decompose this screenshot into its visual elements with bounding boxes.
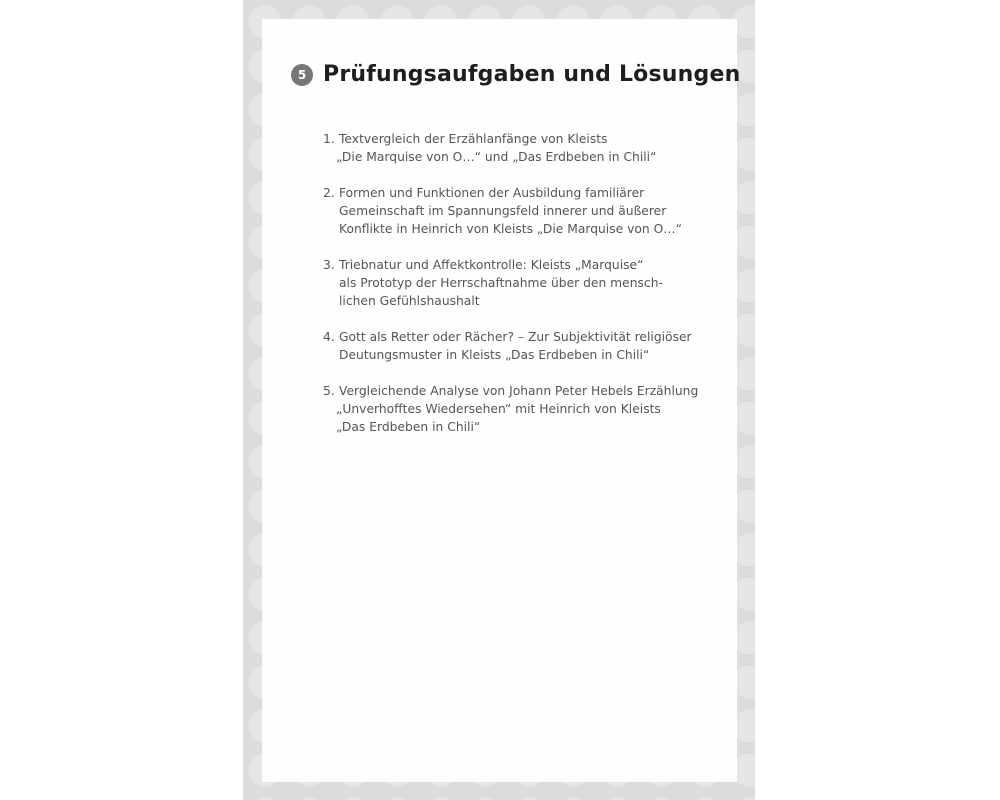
- item-text-line: Vergleichende Analyse von Johann Peter Hebels Erzählung: [339, 384, 699, 398]
- item-number: 2.: [323, 186, 335, 200]
- list-item: [323, 256, 723, 310]
- item-text-line: Deutungsmuster in Kleists „Das Erdbeben in Chili“: [339, 348, 650, 362]
- chapter-heading: [291, 62, 740, 87]
- item-text-line: lichen Gefühlshaushalt: [339, 294, 480, 308]
- item-text-line: Triebnatur und Affektkontrolle: Kleists „Marquise“: [339, 258, 644, 272]
- list-item: [323, 184, 723, 238]
- item-text-line: „Unverhofftes Wiedersehen“ mit Heinrich von Kleists: [336, 402, 661, 416]
- item-text-line: Konflikte in Heinrich von Kleists „Die Marquise von O…“: [339, 222, 682, 236]
- chapter-number-badge: 5: [291, 64, 313, 86]
- item-text-line: Formen und Funktionen der Ausbildung familiärer: [339, 186, 645, 200]
- item-number: 1.: [323, 132, 335, 146]
- task-list: [323, 130, 723, 454]
- item-number: 4.: [323, 330, 335, 344]
- item-text-line: als Prototyp der Herrschaftnahme über den mensch-: [339, 276, 663, 290]
- item-text-line: Gemeinschaft im Spannungsfeld innerer und äußerer: [339, 204, 667, 218]
- list-item: [323, 382, 723, 436]
- chapter-title: Prüfungsaufgaben und Lösungen: [323, 62, 741, 87]
- list-item: [323, 130, 723, 166]
- item-number: 3.: [323, 258, 335, 272]
- item-text-line: „Das Erdbeben in Chili“: [336, 420, 481, 434]
- list-item: [323, 328, 723, 364]
- item-text-line: Gott als Retter oder Rächer? – Zur Subjektivität religiöser: [339, 330, 692, 344]
- item-text-line: „Die Marquise von O…“ und „Das Erdbeben in Chili“: [336, 150, 657, 164]
- item-text-line: Textvergleich der Erzählanfänge von Kleists: [339, 132, 608, 146]
- item-number: 5.: [323, 384, 335, 398]
